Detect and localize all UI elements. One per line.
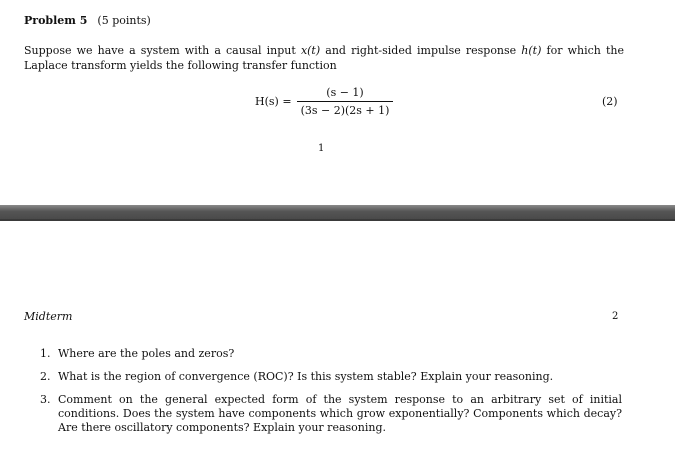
statement-part-3: for which the Laplace transform yields the following transfer function bbox=[24, 44, 624, 72]
question-text: Where are the poles and zeros? bbox=[58, 347, 235, 360]
question-item bbox=[40, 393, 622, 435]
question-number: 2. bbox=[40, 370, 51, 383]
question-list bbox=[40, 347, 622, 446]
document-page-2 bbox=[0, 221, 675, 454]
problem-label: Problem 5 bbox=[24, 14, 88, 27]
equation-number: (2) bbox=[602, 95, 618, 108]
problem-points: (5 points) bbox=[97, 14, 151, 27]
problem-heading bbox=[24, 14, 151, 27]
document-page-1 bbox=[0, 0, 675, 205]
input-signal-symbol: x(t) bbox=[300, 44, 321, 57]
question-item bbox=[40, 370, 622, 384]
question-item bbox=[40, 347, 622, 361]
question-text: What is the region of convergence (ROC)? Is this system stable? Explain your reasoning. bbox=[58, 370, 554, 383]
statement-part-1: Suppose we have a system with a causal input bbox=[24, 44, 301, 57]
impulse-response-symbol: h(t) bbox=[521, 44, 542, 57]
question-text: Comment on the general expected form of the system response to an arbitrary set of initial conditions. Does the system have components which grow exponentially? Components which decay? Are there oscillatory components? Explain your reasoning. bbox=[58, 393, 622, 434]
problem-statement bbox=[24, 43, 624, 73]
equation-lhs: H(s) = bbox=[255, 95, 292, 108]
equation-fraction bbox=[297, 86, 393, 117]
question-number: 1. bbox=[40, 347, 51, 360]
question-number: 3. bbox=[40, 393, 51, 406]
fraction-bar bbox=[297, 101, 393, 102]
statement-part-2: and right-sided impulse response bbox=[320, 44, 522, 57]
page-number-1: 1 bbox=[318, 143, 325, 154]
page-number-2: 2 bbox=[612, 311, 619, 322]
running-header: Midterm bbox=[24, 310, 73, 323]
page-divider bbox=[0, 205, 675, 219]
equation-numerator: (s − 1) bbox=[326, 86, 364, 99]
equation-denominator: (3s − 2)(2s + 1) bbox=[300, 104, 390, 117]
